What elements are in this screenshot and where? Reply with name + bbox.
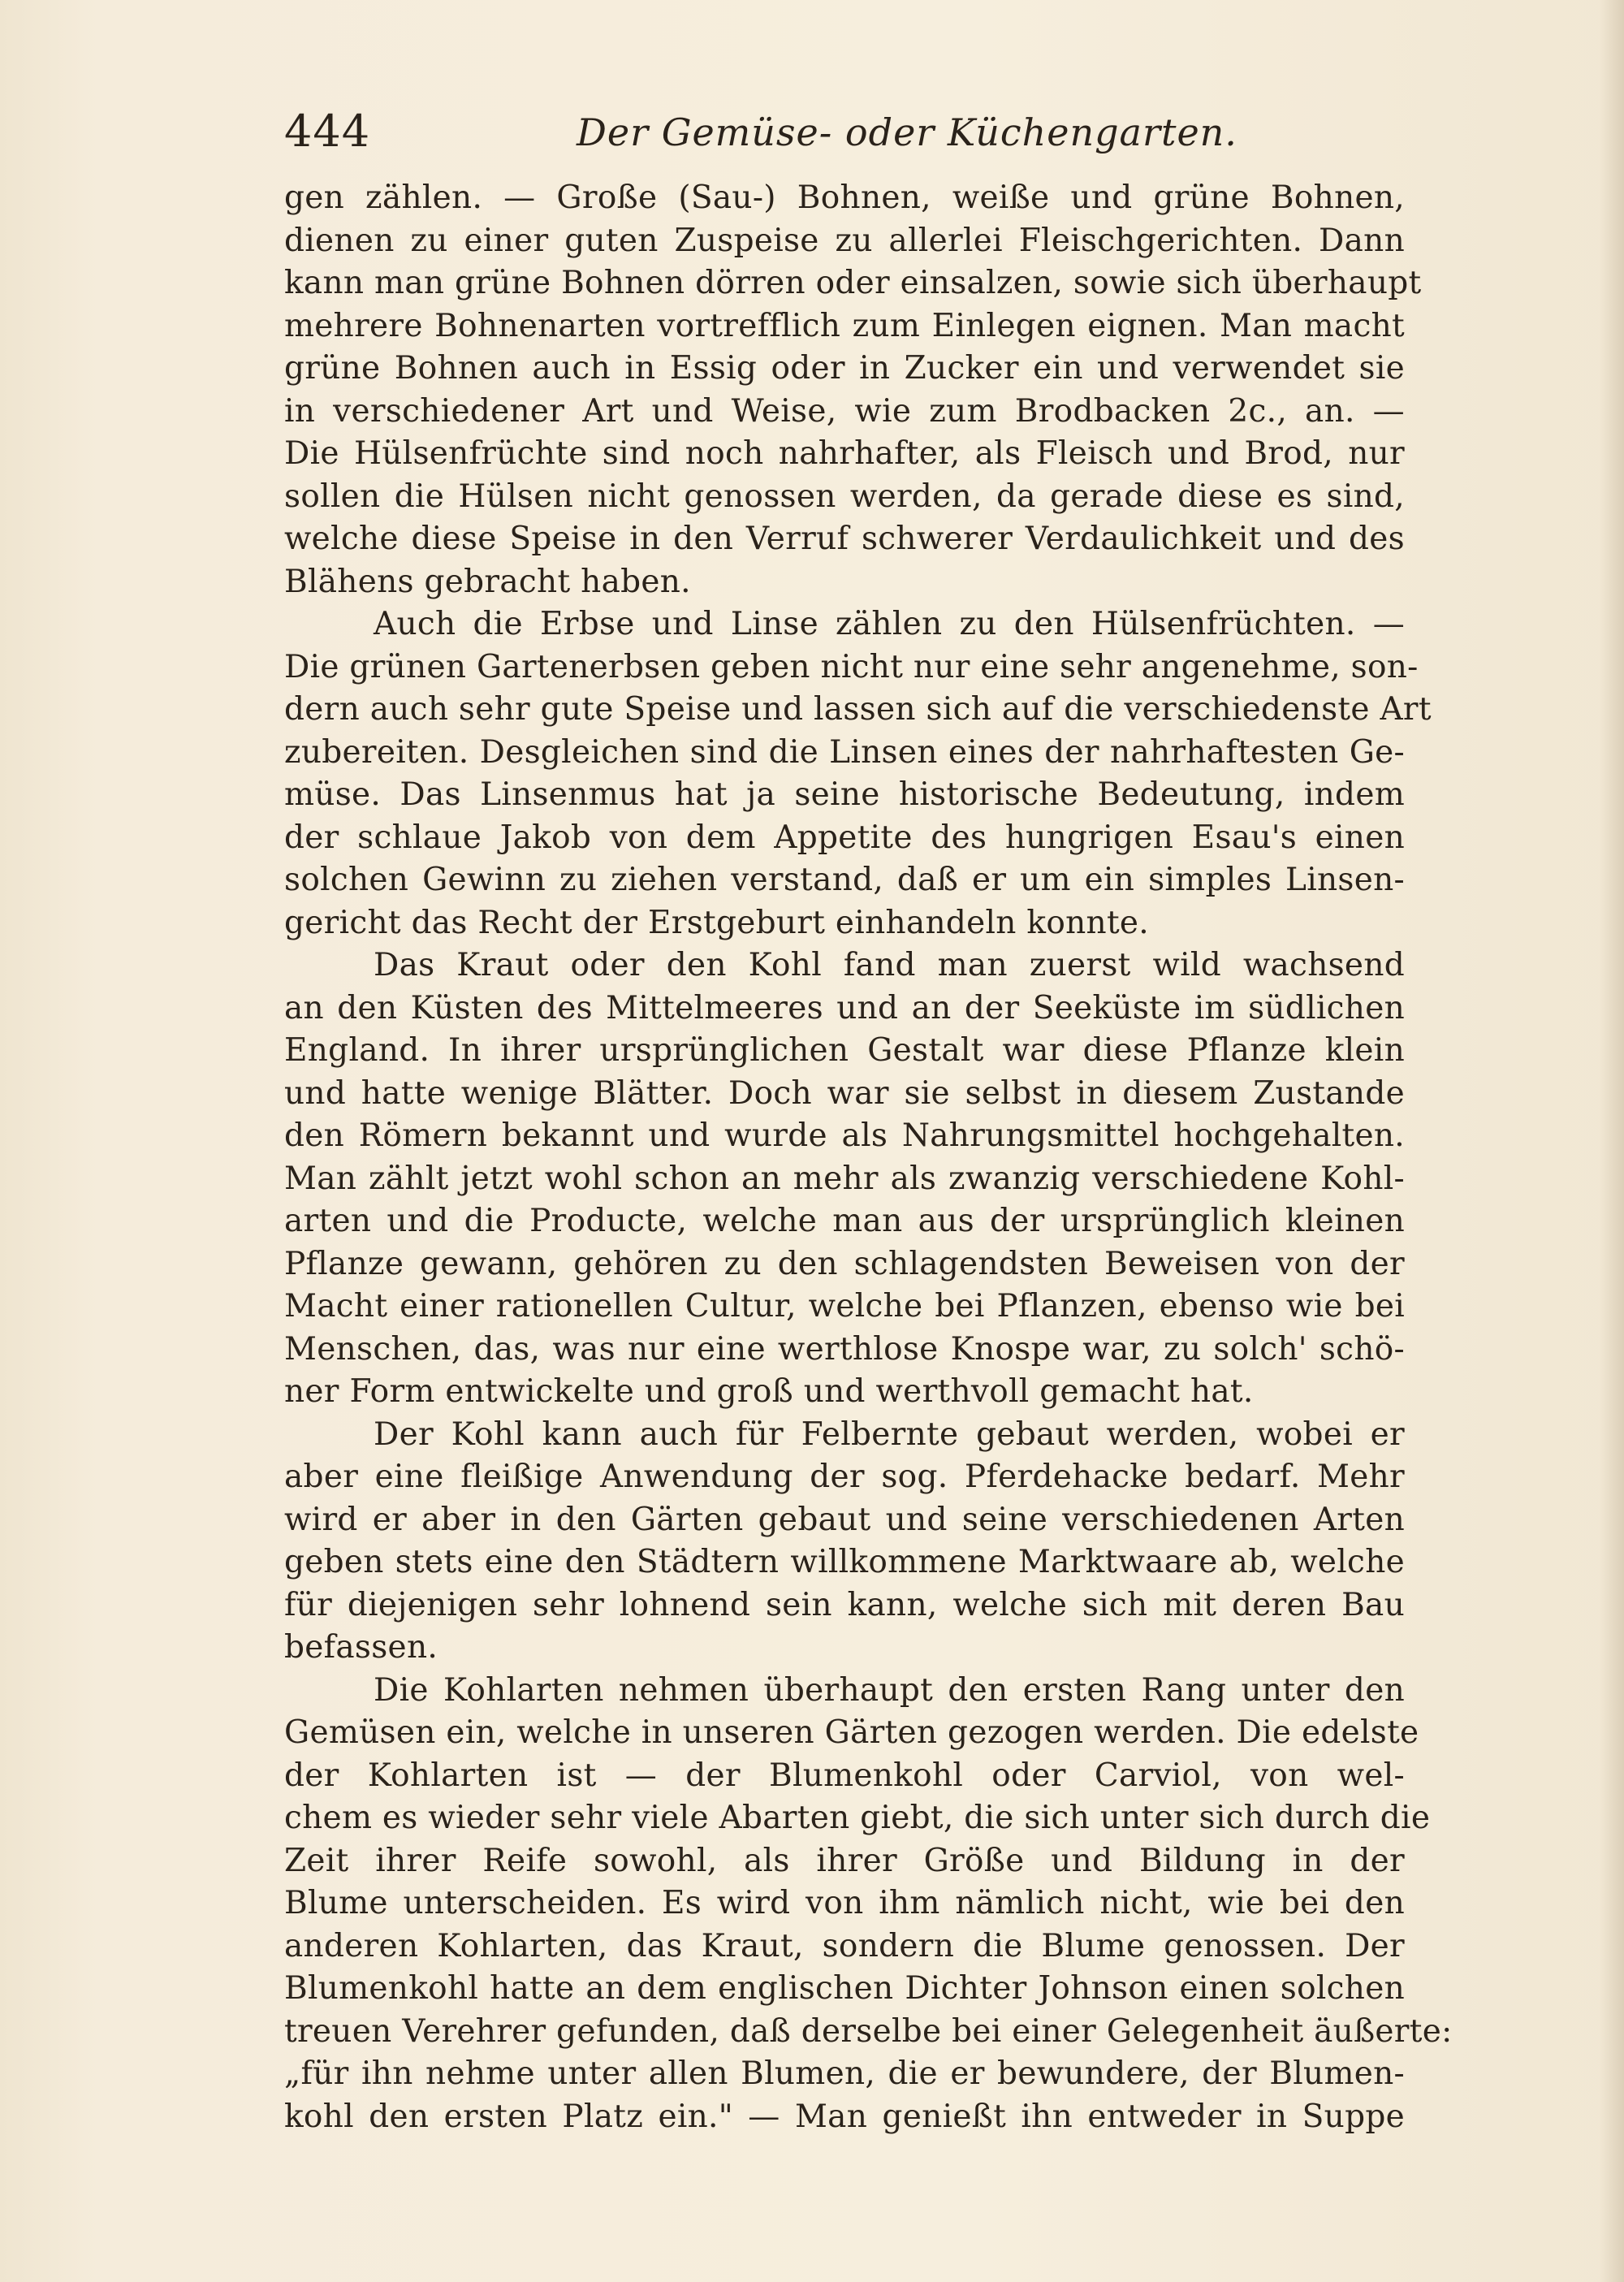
text-line: kann man grüne Bohnen dörren oder einsalzen, sowie sich überhaupt <box>284 265 1422 301</box>
text-line: an den Küsten des Mittelmeeres und an der Seeküste im südlichen <box>284 989 1405 1026</box>
text-line: Man zählt jetzt wohl schon an mehr als zwanzig verschiedene Kohl- <box>284 1160 1405 1197</box>
text-line: Die Hülsenfrüchte sind noch nahrhafter, als Fleisch und Brod, nur <box>284 435 1405 472</box>
text-line: dern auch sehr gute Speise und lassen sich auf die verschiedenste Art <box>284 691 1432 728</box>
text-line: mehrere Bohnenarten vortrefflich zum Einlegen eignen. Man macht <box>284 307 1405 344</box>
text-line: Pflanze gewann, gehören zu den schlagendsten Beweisen von der <box>284 1245 1405 1282</box>
page-header <box>284 106 1405 162</box>
page-edge-shadow <box>1600 0 1624 2282</box>
text-line: England. In ihrer ursprünglichen Gestalt war diese Pflanze klein <box>284 1032 1405 1069</box>
text-line: geben stets eine den Städtern willkommene Marktwaare ab, welche <box>284 1544 1405 1580</box>
text-line: den Römern bekannt und wurde als Nahrungsmittel hochgehalten. <box>284 1117 1405 1154</box>
text-line: gericht das Recht der Erstgeburt einhandeln konnte. <box>284 904 1150 941</box>
text-line: welche diese Speise in den Verruf schwerer Verdaulichkeit und des <box>284 521 1405 557</box>
paragraph-start-line: Der Kohl kann auch für Felbernte gebaut werden, wobei er <box>374 1415 1405 1453</box>
text-line: Menschen, das, was nur eine werthlose Knospe war, zu solch' schö- <box>284 1330 1405 1368</box>
text-line: treuen Verehrer gefunden, daß derselbe bei einer Gelegenheit äußerte: <box>284 2012 1453 2050</box>
text-line: ner Form entwickelte und groß und werthvoll gemacht hat. <box>284 1373 1254 1410</box>
text-line: zubereiten. Desgleichen sind die Linsen eines der nahrhaftesten Ge- <box>284 733 1405 771</box>
text-line: sollen die Hülsen nicht genossen werden, da gerade diese es sind, <box>284 478 1405 515</box>
text-line: Macht einer rationellen Cultur, welche bei Pflanzen, ebenso wie bei <box>284 1288 1405 1325</box>
text-line: in verschiedener Art und Weise, wie zum Brodbacken 2c., an. — <box>284 392 1405 430</box>
text-line: befassen. <box>284 1629 438 1666</box>
text-line: Blähens gebracht haben. <box>284 563 691 600</box>
text-line: müse. Das Linsenmus hat ja seine historische Bedeutung, indem <box>284 776 1405 813</box>
text-line: kohl den ersten Platz ein." — Man genießt ihn entweder in Suppe <box>284 2098 1405 2135</box>
text-line: gen zählen. — Große (Sau-) Bohnen, weiße und grüne Bohnen, <box>284 179 1405 216</box>
text-line: Die grünen Gartenerbsen geben nicht nur eine sehr angenehme, son- <box>284 648 1419 685</box>
text-line: chem es wieder sehr viele Abarten giebt, die sich unter sich durch die <box>284 1800 1431 1836</box>
text-line: der schlaue Jakob von dem Appetite des hungrigen Esau's einen <box>284 819 1405 856</box>
running-title: Der Gemüse- oder Küchengarten. <box>577 110 1237 154</box>
text-line: anderen Kohlarten, das Kraut, sondern die Blume genossen. Der <box>284 1927 1405 1964</box>
text-line: und hatte wenige Blätter. Doch war sie selbst in diesem Zustande <box>284 1074 1405 1112</box>
paragraph-start-line: Auch die Erbse und Linse zählen zu den Hülsenfrüchten. — <box>374 606 1405 642</box>
paragraph-start-line: Das Kraut oder den Kohl fand man zuerst wild wachsend <box>374 947 1405 983</box>
page-number: 444 <box>284 106 371 157</box>
body-text <box>284 177 1453 2138</box>
text-line: aber eine fleißige Anwendung der sog. Pferdehacke bedarf. Mehr <box>284 1459 1405 1495</box>
text-line: „für ihn nehme unter allen Blumen, die er bewundere, der Blumen- <box>284 2055 1405 2092</box>
text-line: wird er aber in den Gärten gebaut und seine verschiedenen Arten <box>284 1501 1405 1538</box>
text-line: Blumenkohl hatte an dem englischen Dichter Johnson einen solchen <box>284 1970 1405 2007</box>
text-line: Gemüsen ein, welche in unseren Gärten gezogen werden. Die edelste <box>284 1714 1419 1751</box>
text-line: Blume unterscheiden. Es wird von ihm nämlich nicht, wie bei den <box>284 1885 1405 1921</box>
text-line: der Kohlarten ist — der Blumenkohl oder Carviol, von wel- <box>284 1757 1405 1794</box>
text-line: dienen zu einer guten Zuspeise zu allerlei Fleischgerichten. Dann <box>284 222 1405 259</box>
text-line: arten und die Producte, welche man aus der ursprünglich kleinen <box>284 1203 1405 1239</box>
text-line: grüne Bohnen auch in Essig oder in Zucker ein und verwendet sie <box>284 350 1405 387</box>
paragraph-start-line: Die Kohlarten nehmen überhaupt den ersten Rang unter den <box>374 1671 1405 1709</box>
text-line: solchen Gewinn zu ziehen verstand, daß er um ein simples Linsen- <box>284 862 1405 898</box>
text-line: für diejenigen sehr lohnend sein kann, welche sich mit deren Bau <box>284 1586 1405 1623</box>
text-line: Zeit ihrer Reife sowohl, als ihrer Größe und Bildung in der <box>284 1842 1405 1879</box>
